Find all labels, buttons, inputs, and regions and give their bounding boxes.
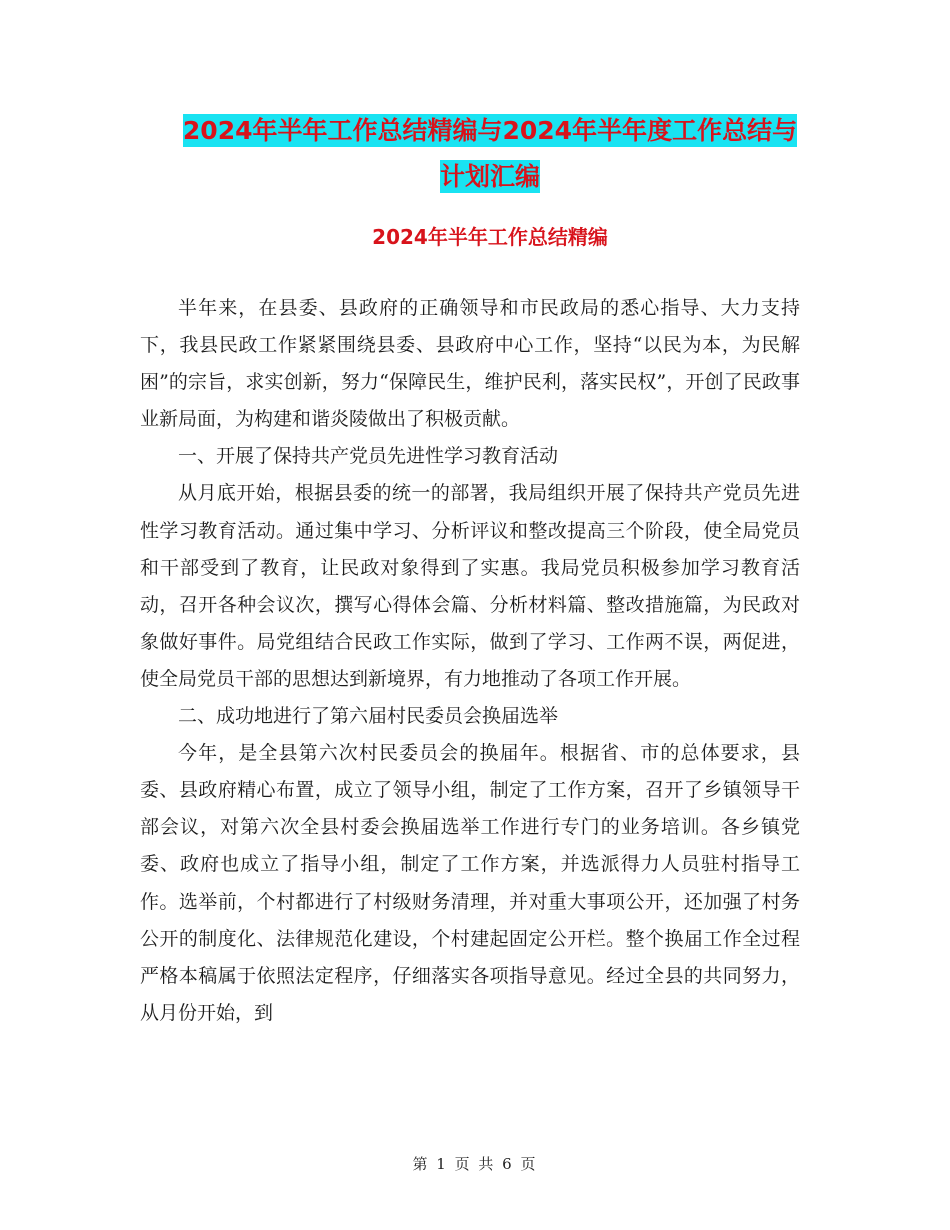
paragraph-intro: 半年来，在县委、县政府的正确领导和市民政局的悉心指导、大力支持下，我县民政工作紧紧围绕县委、县政府中心工作，坚持“以民为本，为民解困”的宗旨，求实创新，努力“保障民生，维护民利，落实民权”，开创了民政事业新局面，为构建和谐炎陵做出了积极贡献。 — [140, 297, 800, 431]
title-line-2: 计划汇编 — [439, 162, 540, 191]
title-line-1: 2024年半年工作总结精编与2024年半年度工作总结与 — [182, 116, 798, 145]
heading-item-2: 二、成功地进行了第六届村民委员会换届选举 — [178, 705, 559, 728]
paragraph-item-2: 今年，是全县第六次村民委员会的换届年。根据省、市的总体要求，县委、县政府精心布置，成立了领导小组，制定了工作方案，召开了乡镇领导干部会议，对第六次全县村委会换届选举工作进行专门的业务培训。各乡镇党委、政府也成立了指导小组，制定了工作方案，并选派得力人员驻村指导工作。选举前，个村都进行了村级财务清理，并对重大事项公开，还加强了村务公开的制度化、法律规范化建设，个村建起固定公开栏。整个换届工作全过程严格本稿属于依照法定程序，仔细落实各项指导意见。经过全县的共同努力，从月份开始，到 — [140, 742, 800, 1024]
paragraph-item-1: 从月底开始，根据县委的统一的部署，我局组织开展了保持共产党员先进性学习教育活动。通过集中学习、分析评议和整改提高三个阶段，使全局党员和干部受到了教育，让民政对象得到了实惠。我局党员积极参加学习教育活动，召开各种会议次，撰写心得体会篇、分析材料篇、整改措施篇，为民政对象做好事件。局党组结合民政工作实际，做到了学习、工作两不误，两促进，使全局党员干部的思想达到新境界，有力地推动了各项工作开展。 — [140, 482, 800, 690]
section-heading: 2024年半年工作总结精编 — [372, 225, 608, 249]
page-number-footer: 第 1 页 共 6 页 — [412, 1155, 538, 1173]
document-title — [140, 108, 840, 200]
document-body — [140, 290, 800, 1032]
heading-item-1: 一、开展了保持共产党员先进性学习教育活动 — [178, 445, 559, 468]
